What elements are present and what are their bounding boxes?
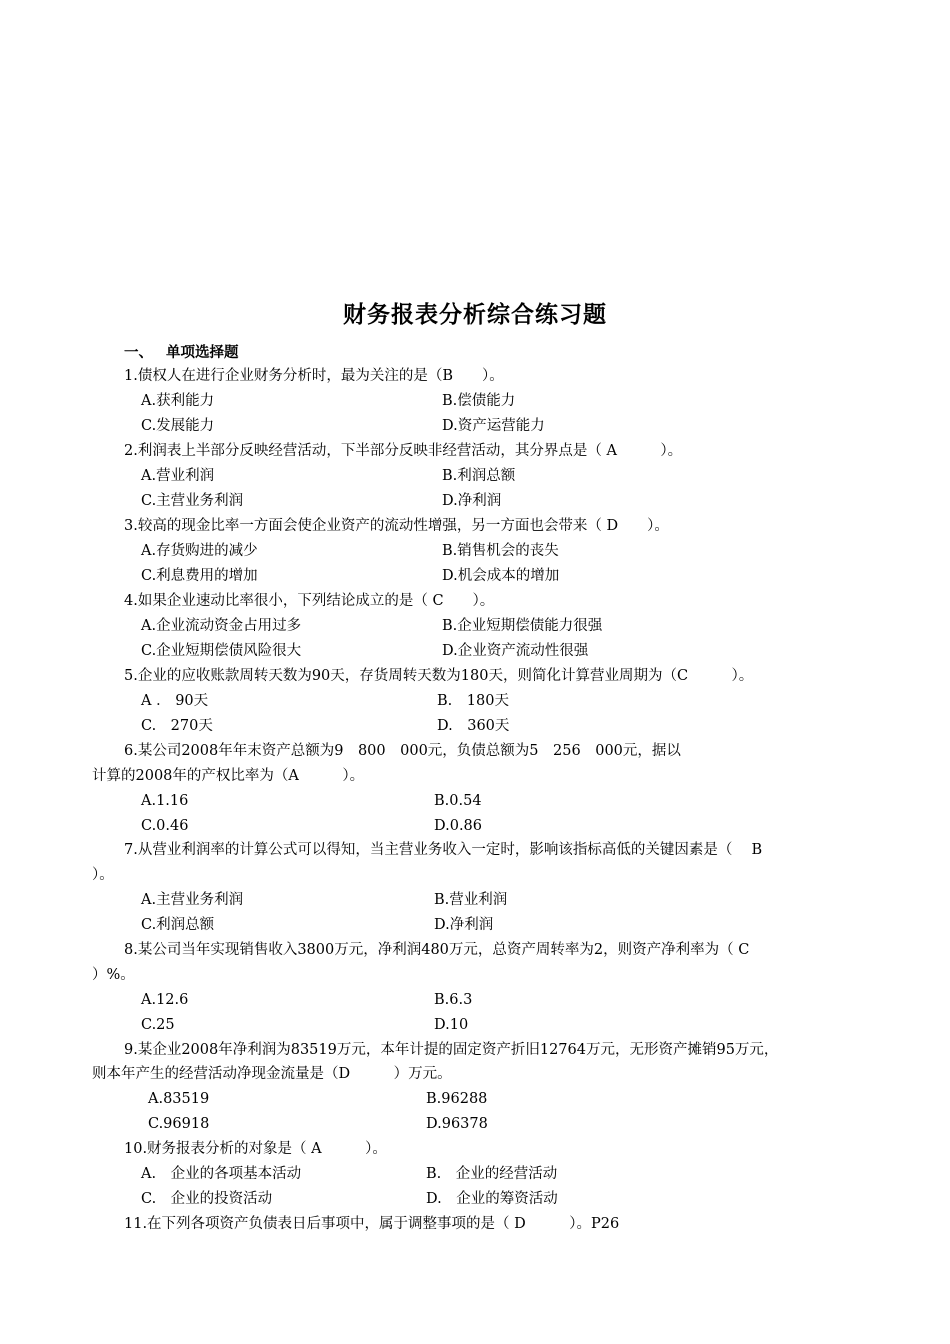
option: D.96378 (426, 1116, 488, 1132)
option: B.6.3 (434, 992, 473, 1008)
option: D. 360天 (437, 718, 510, 734)
question-stem: 5.企业的应收账款周转天数为90天，存货周转天数为180天，则简化计算营业周期为（C ）。 (124, 668, 754, 684)
option: A.营业利润 (141, 468, 215, 484)
option: C. 270天 (141, 718, 213, 734)
option: A.企业流动资金占用过多 (141, 618, 302, 634)
option: C.发展能力 (141, 418, 215, 434)
option: D.净利润 (442, 493, 502, 509)
option: B.销售机会的丧失 (442, 543, 559, 559)
option: A.主营业务利润 (141, 892, 244, 908)
question-stem: 3.较高的现金比率一方面会使企业资产的流动性增强，另一方面也会带来（ D ）。 (124, 518, 669, 534)
question-stem: 10.财务报表分析的对象是（ A ）。 (124, 1141, 387, 1157)
option: D.净利润 (434, 917, 494, 933)
option: C. 企业的投资活动 (141, 1191, 273, 1207)
option: C.利润总额 (141, 917, 215, 933)
option: C.利息费用的增加 (141, 568, 258, 584)
question-stem: 8.某公司当年实现销售收入3800万元，净利润480万元，总资产周转率为2，则资产净利率为（ C (124, 942, 750, 958)
option: C.96918 (148, 1116, 210, 1132)
option: D. 企业的筹资活动 (426, 1191, 558, 1207)
question-stem: 4.如果企业速动比率很小，下列结论成立的是（ C ）。 (124, 593, 495, 609)
option: B.营业利润 (434, 892, 508, 908)
option: B. 企业的经营活动 (426, 1166, 558, 1182)
question-stem: 9.某企业2008年净利润为83519万元，本年计提的固定资产折旧12764万元，无形资产摊销95万元， (124, 1042, 779, 1058)
question-stem-continued: ）。 (92, 867, 114, 883)
option: B.偿债能力 (442, 393, 516, 409)
page-title: 财务报表分析综合练习题 (343, 302, 607, 328)
option: B.96288 (426, 1091, 488, 1107)
option: A.获利能力 (141, 393, 215, 409)
section-heading (124, 341, 239, 362)
option: A.1.16 (141, 793, 189, 809)
question-stem: 2.利润表上半部分反映经营活动，下半部分反映非经营活动，其分界点是（ A ）。 (124, 443, 683, 459)
option: B.企业短期偿债能力很强 (442, 618, 603, 634)
question-stem: 7.从营业利润率的计算公式可以得知，当主营业务收入一定时，影响该指标高低的关键因素是（ B (124, 842, 763, 858)
option: B.0.54 (434, 793, 482, 809)
question-stem-continued: ）%。 (92, 967, 135, 983)
option: C.0.46 (141, 818, 189, 834)
option: D.企业资产流动性很强 (442, 643, 589, 659)
option: D.10 (434, 1017, 469, 1033)
option: A ． 90天 (141, 693, 209, 709)
option: B. 180天 (437, 693, 509, 709)
question-stem: 6.某公司2008年年末资产总额为9 800 000元，负债总额为5 256 000元，据以 (124, 743, 681, 759)
option: C.企业短期偿债风险很大 (141, 643, 302, 659)
option: A.存货购进的减少 (141, 543, 258, 559)
question-stem-continued: 则本年产生的经营活动净现金流量是（D ）万元。 (92, 1066, 452, 1082)
option: C.主营业务利润 (141, 493, 244, 509)
question-stem: 1.债权人在进行企业财务分析时，最为关注的是（B ）。 (124, 368, 504, 384)
option: A.83519 (148, 1091, 210, 1107)
question-stem: 11.在下列各项资产负债表日后事项中，属于调整事项的是（ D ）。P26 (124, 1216, 620, 1232)
question-stem-continued: 计算的2008年的产权比率为（A ）。 (92, 768, 365, 784)
option: A. 企业的各项基本活动 (141, 1166, 302, 1182)
section-number: 一、 (124, 345, 153, 361)
option: A.12.6 (141, 992, 189, 1008)
option: D.0.86 (434, 818, 483, 834)
option: B.利润总额 (442, 468, 516, 484)
option: D.资产运营能力 (442, 418, 545, 434)
option: C.25 (141, 1017, 175, 1033)
option: D.机会成本的增加 (442, 568, 560, 584)
section-label: 单项选择题 (166, 345, 239, 361)
